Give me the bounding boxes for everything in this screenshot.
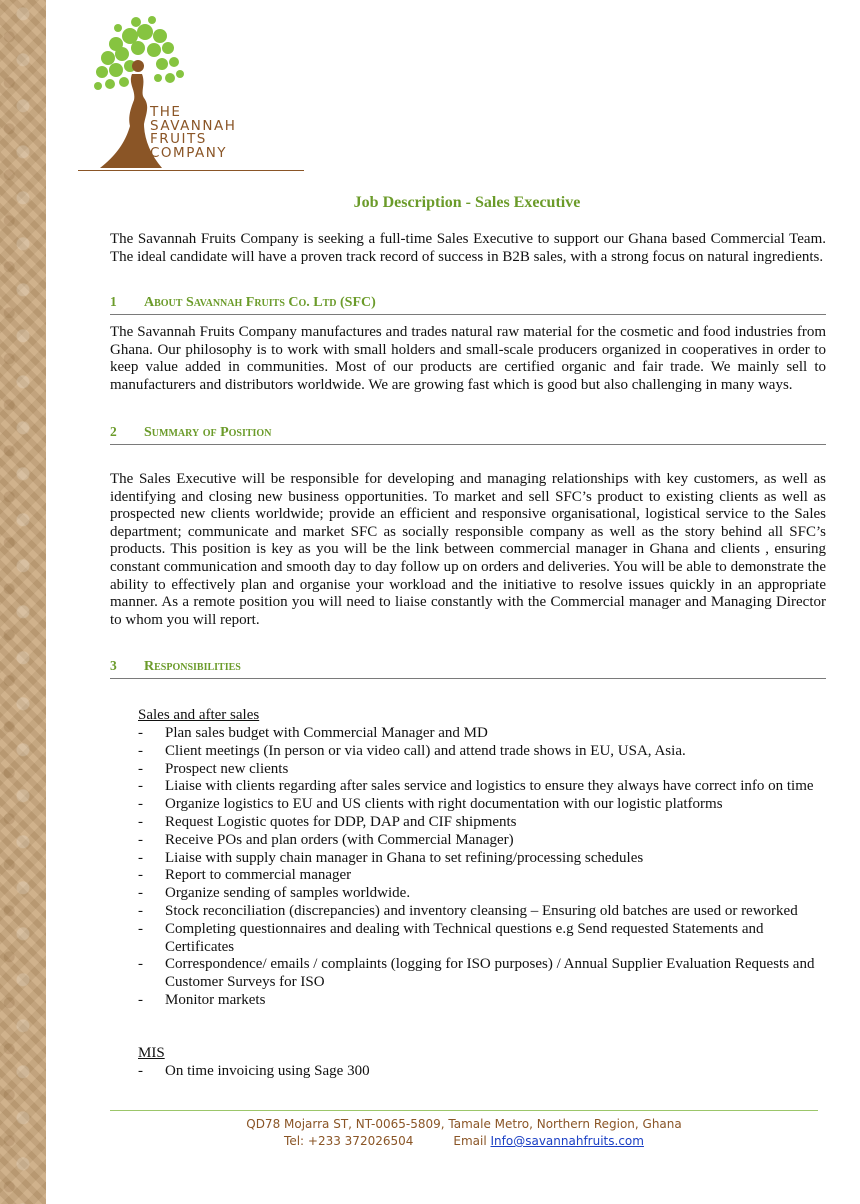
section-number: 2 (110, 424, 117, 439)
section-heading-about (110, 294, 826, 315)
list-item: - Prospect new clients (138, 761, 828, 779)
list-item: - Liaise with supply chain manager in Ghana to set refining/processing schedules (138, 850, 828, 868)
list-item: - Organize logistics to EU and US clients with right documentation with our logistic platforms (138, 796, 828, 814)
logo-line: THE (150, 104, 182, 120)
list-item: - Correspondence/ emails / complaints (logging for ISO purposes) / Annual Supplier Evaluation Requests and Customer Surveys for ISO (138, 956, 828, 992)
mis-subheading: MIS (138, 1045, 165, 1061)
section-number: 3 (110, 658, 117, 673)
section-title: About Savannah Fruits Co. Ltd (SFC) (144, 295, 376, 310)
section-heading-summary (110, 424, 826, 445)
list-item: - Organize sending of samples worldwide. (138, 885, 828, 903)
logo-wordmark (150, 106, 236, 160)
logo-underline (78, 170, 304, 171)
logo-line: SAVANNAH (150, 117, 237, 134)
footer-email-label: Email (453, 1134, 487, 1148)
list-item: - Stock reconciliation (discrepancies) and inventory cleansing – Ensuring old batches are used or reworked (138, 903, 828, 921)
list-item: - Client meetings (In person or via video call) and attend trade shows in EU, USA, Asia. (138, 743, 828, 761)
document-title: Job Description - Sales Executive (353, 194, 581, 211)
logo-line: FRUITS (150, 131, 207, 147)
logo-line: COMPANY (150, 144, 228, 161)
list-item: - Monitor markets (138, 992, 828, 1010)
section-number: 1 (110, 294, 117, 309)
footer-address: QD78 Mojarra ST, NT-0065-5809, Tamale Metro, Northern Region, Ghana (246, 1117, 682, 1131)
summary-paragraph: The Sales Executive will be responsible for developing and managing relationships with key customers, as well as identifying and closing new business opportunities. To market and sell SFC’s product to existing clients as well as prospected new clients worldwide; provide an efficient and responsive organisational, logistical service to the Sales department; communicate and market SFC as socially responsible company as well as the story behind all SFC’s products. This position is key as you will be the link between commercial manager in Ghana and clients , ensuring constant communication and smooth day to day follow up on orders and deliveries. You will be able to demonstrate the ability to effectively plan and organise your workload and the initiative to resolve issues quickly in an appropriate manner. As a remote position you will need to liaise constantly with the Commercial manager and Managing Director to whom you will report. (110, 471, 826, 628)
decorative-side-band (0, 0, 46, 1204)
list-item: - Report to commercial manager (138, 867, 828, 885)
section-title: Responsibilities (144, 659, 241, 674)
about-paragraph: The Savannah Fruits Company manufactures and trades natural raw material for the cosmetic and food industries from Ghana. Our philosophy is to work with small holders and small-scale producers organized in cooperatives in order to keep value added in communities. Most of our products are certified organic and fair trade. We mainly sell to manufacturers and distributors worldwide. We are growing fast which is good but also challenging in many ways. (110, 324, 826, 393)
footer-contact (110, 1134, 818, 1148)
list-item: - On time invoicing using Sage 300 (138, 1063, 828, 1081)
section-heading-responsibilities (110, 658, 826, 679)
list-item: - Liaise with clients regarding after sales service and logistics to ensure they always have correct info on time (138, 778, 828, 796)
sales-subheading: Sales and after sales (138, 707, 260, 723)
intro-paragraph: The Savannah Fruits Company is seeking a full-time Sales Executive to support our Ghana based Commercial Team. The ideal candidate will have a proven track record of success in B2B sales, with a strong focus on natural ingredients. (110, 231, 826, 265)
footer-divider (110, 1110, 818, 1111)
footer-email-link[interactable]: Info@savannahfruits.com (490, 1134, 644, 1148)
list-item: - Plan sales budget with Commercial Manager and MD (138, 725, 828, 743)
list-item: - Request Logistic quotes for DDP, DAP and CIF shipments (138, 814, 828, 832)
footer-tel: Tel: +233 372026504 (284, 1134, 414, 1148)
section-title: Summary of Position (144, 425, 272, 440)
sales-responsibilities-list (138, 725, 828, 1010)
mis-responsibilities-list (138, 1063, 828, 1081)
list-item: - Completing questionnaires and dealing with Technical questions e.g Send requested Statements and Certificates (138, 921, 828, 957)
list-item: - Receive POs and plan orders (with Commercial Manager) (138, 832, 828, 850)
